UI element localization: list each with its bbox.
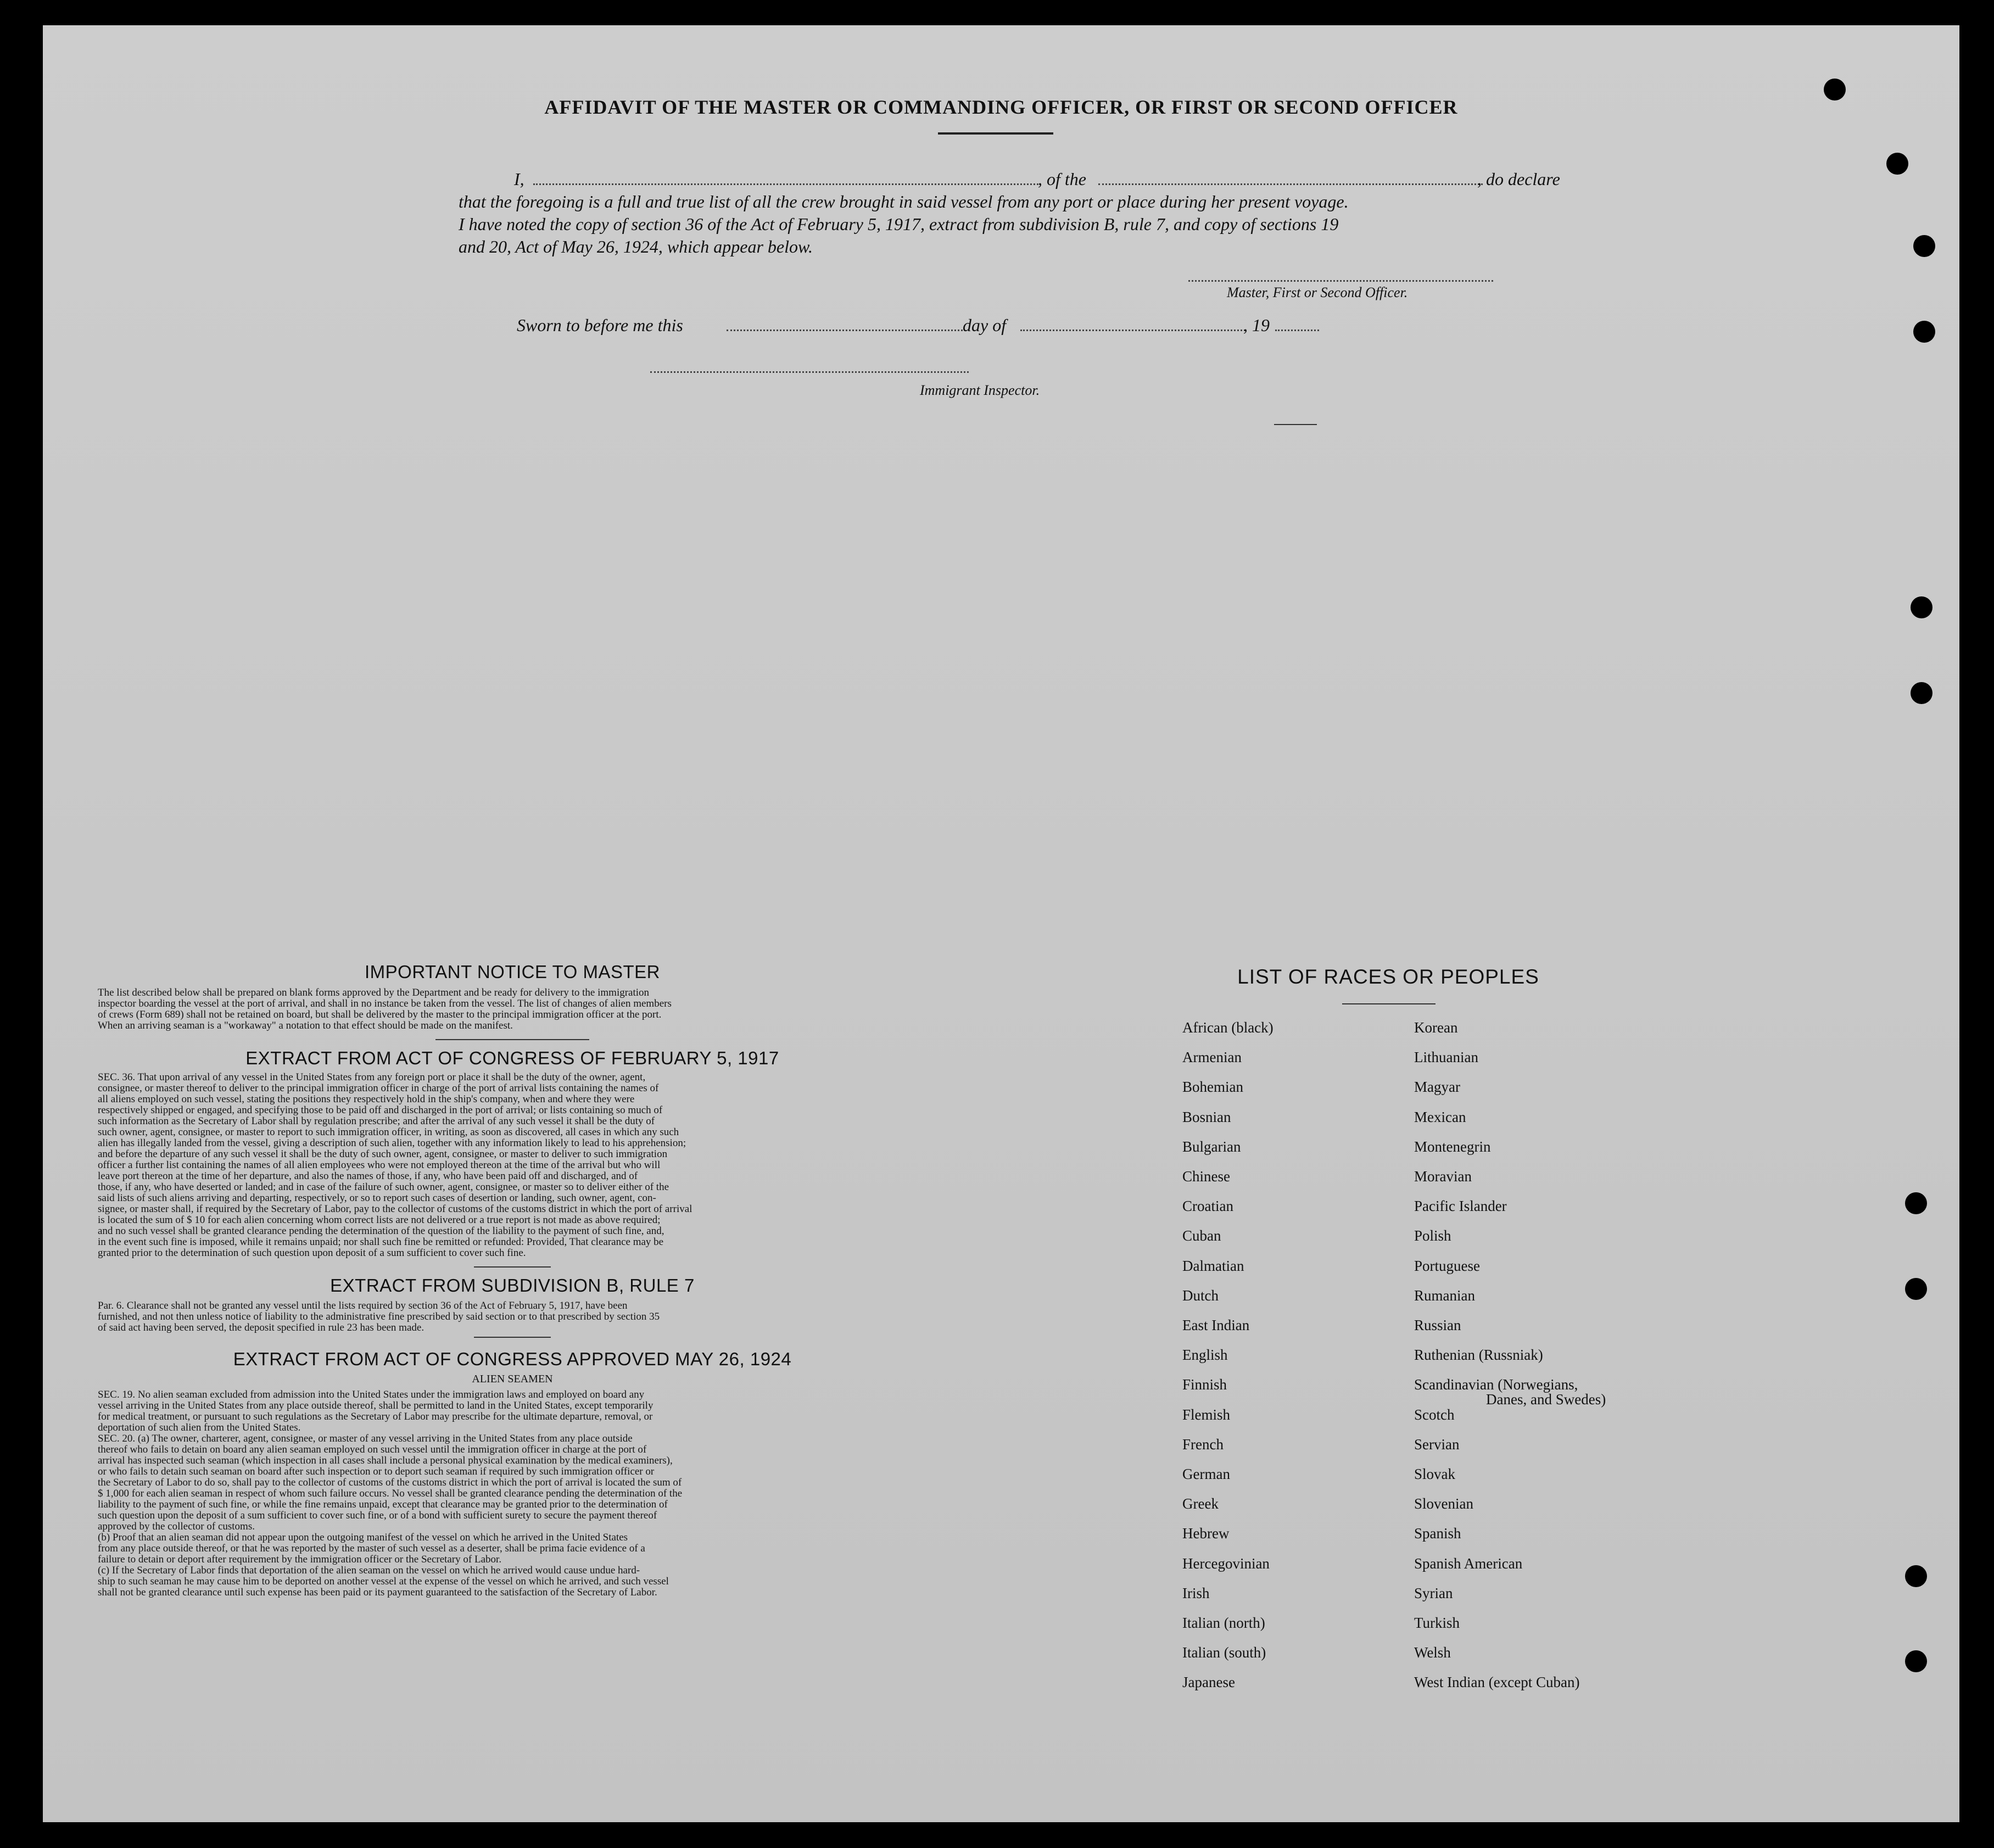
alien-seamen-subheading: ALIEN SEAMEN (472, 1373, 553, 1385)
extract-line: is located the sum of $ 10 for each alien concerning whom correct lists are not delivered or a true report is not made as above required; (98, 1214, 661, 1226)
extract-line: (c) If the Secretary of Labor finds that deportation of the alien seaman on the vessel on which he arrived would cause undue hard- (98, 1565, 640, 1576)
race-item: Turkish (1414, 1615, 1460, 1631)
race-continuation: Danes, and Swedes) (1486, 1391, 1606, 1408)
race-item: Servian (1414, 1436, 1460, 1453)
notice-line: inspector boarding the vessel at the port of arrival, and shall in no instance be taken from the vessel. The list of changes of alien members (98, 998, 672, 1009)
extract-line: those, if any, who have deserted or landed; and in case of the failure of such owner, agent, consignee, or master so to deliver either of the (98, 1181, 669, 1193)
title-rule (938, 132, 1053, 135)
affidavit-of-the: , of the (1038, 169, 1086, 189)
binder-hole (1911, 682, 1932, 704)
separator-mark (1274, 424, 1317, 425)
race-item: Chinese (1182, 1168, 1230, 1185)
year-blank[interactable] (1275, 330, 1319, 331)
affidavit-i: I, (514, 169, 524, 189)
race-item: Ruthenian (Russniak) (1414, 1347, 1543, 1364)
race-item: Moravian (1414, 1168, 1472, 1185)
extract-line: all aliens employed on such vessel, stating the positions they respectively hold in the ship's company, when and where they were (98, 1093, 635, 1105)
race-item: Bosnian (1182, 1108, 1231, 1125)
race-item: Polish (1414, 1227, 1451, 1244)
day-of-label: day of (963, 315, 1007, 335)
extract-line: the Secretary of Labor to do so, shall pay to the collector of customs of the customs district in which the port of arrival is located the sum of (98, 1477, 682, 1488)
race-item: Bulgarian (1182, 1138, 1241, 1155)
race-item: Italian (south) (1182, 1644, 1266, 1661)
race-item: Lithuanian (1414, 1049, 1478, 1066)
section-rule (435, 1039, 589, 1040)
extract-line: respectively shipped or engaged, and specifying those to be paid off and discharged in the port of arrival; or lists containing so much of (98, 1104, 663, 1116)
extract-line: arrival has inspected such seaman (which inspection in all cases shall include a personal physical examination by the medical examiners), (98, 1455, 673, 1466)
race-item: French (1182, 1436, 1224, 1453)
extract-line: and before the departure of any such vessel it shall be the duty of such owner, agent, consignee, or master to deliver to such immigration (98, 1148, 668, 1160)
binder-hole (1913, 235, 1935, 257)
race-item: Montenegrin (1414, 1138, 1491, 1155)
binder-hole (1886, 153, 1908, 175)
race-item: Greek (1182, 1495, 1219, 1512)
binder-hole (1905, 1565, 1927, 1587)
inspector-blank[interactable] (650, 371, 969, 373)
race-item: Korean (1414, 1019, 1458, 1036)
extract-line: and no such vessel shall be granted clearance pending the determination of the question of the liability to the payment of such fine, and, (98, 1225, 664, 1237)
notice-line: of crews (Form 689) shall not be retained on board, but shall be delivered by the master to the principal immigration officer at the port. (98, 1009, 662, 1020)
affidavit-title: AFFIDAVIT OF THE MASTER OR COMMANDING OFFICER, OR FIRST OR SECOND OFFICER (544, 96, 1458, 118)
extract-line: SEC. 20. (a) The owner, charterer, agent, consignee, or master of any vessel arriving in the United States from any place outside (98, 1433, 633, 1444)
binder-hole (1905, 1278, 1927, 1300)
affidavit-line4: and 20, Act of May 26, 1924, which appear below. (459, 237, 813, 256)
race-item: Hercegovinian (1182, 1555, 1270, 1572)
rule7-line: Par. 6. Clearance shall not be granted any vessel until the lists required by section 36 of the Act of February 5, 1917, have been (98, 1300, 628, 1311)
extract-line: or who fails to detain such seaman on board after such inspection or to deport such seaman if required by such immigration officer or (98, 1466, 655, 1477)
race-item: Bohemian (1182, 1079, 1243, 1096)
race-item: Pacific Islander (1414, 1198, 1507, 1215)
rule7-text (98, 1300, 927, 1333)
year-prefix: , 19 (1243, 315, 1270, 335)
signature-label: Master, First or Second Officer. (1227, 284, 1408, 300)
name-blank[interactable] (533, 183, 1038, 185)
race-item: African (black) (1182, 1019, 1274, 1036)
vessel-blank[interactable] (1098, 183, 1483, 185)
extract-line: failure to detain or deport after requirement by the immigration officer or the Secretary of Labor. (98, 1554, 502, 1565)
race-item: Armenian (1182, 1049, 1242, 1066)
extract-line: said lists of such aliens arriving and departing, respectively, or so to report such cases of desertion or landing, such owner, agent, con- (98, 1192, 656, 1204)
affidavit-line3: I have noted the copy of section 36 of the Act of February 5, 1917, extract from subdivision B, rule 7, and copy of sections 19 (459, 214, 1339, 234)
rule7-line: of said act having been served, the deposit specified in rule 23 has been made. (98, 1322, 425, 1333)
inspector-label: Immigrant Inspector. (920, 382, 1040, 398)
binder-hole (1905, 1650, 1927, 1672)
race-item: Slovenian (1414, 1495, 1473, 1512)
races-heading: LIST OF RACES OR PEOPLES (1237, 965, 1539, 988)
race-item: Spanish American (1414, 1555, 1523, 1572)
extract-line: such owner, agent, consignee, or master to report to such immigration officer, in writing, as soon as discovered, all cases in which any such (98, 1126, 679, 1138)
race-item: German (1182, 1466, 1230, 1482)
race-item: Hebrew (1182, 1525, 1230, 1542)
race-item: Croatian (1182, 1198, 1233, 1215)
extract-line: deportation of such alien from the United States. (98, 1422, 301, 1433)
section-rule (474, 1337, 551, 1338)
race-item: Dutch (1182, 1287, 1219, 1304)
extract-line: approved by the collector of customs. (98, 1521, 255, 1532)
extract-1917-heading: EXTRACT FROM ACT OF CONGRESS OF FEBRUARY 5, 1917 (245, 1048, 779, 1068)
extract-1917-text (98, 1072, 927, 1259)
race-item: Russian (1414, 1317, 1461, 1333)
race-item: West Indian (except Cuban) (1414, 1674, 1580, 1691)
race-item: Finnish (1182, 1376, 1227, 1393)
extract-line: shall not be granted clearance until such expense has been paid or its payment guaranteed to the satisfaction of the Secretary of Labor. (98, 1587, 657, 1598)
race-item: Italian (north) (1182, 1615, 1265, 1631)
extract-line: such information as the Secretary of Labor shall by regulation prescribe; and after the arrival of any such vessel it shall be the duty of (98, 1115, 655, 1127)
sworn-prefix: Sworn to before me this (517, 315, 683, 335)
race-item: Scandinavian (Norwegians, (1414, 1376, 1578, 1393)
extract-line: such question upon the deposit of a sum sufficient to cover such fine, or of a bond with sufficient surety to secure the payment thereof (98, 1510, 657, 1521)
extract-line: granted prior to the determination of such question upon deposit of a sum sufficient to cover such fine. (98, 1247, 526, 1259)
extract-line: consignee, or master thereof to deliver to the principal immigration officer in charge of the port of arrival lists containing the names of (98, 1082, 659, 1094)
race-item: Slovak (1414, 1466, 1456, 1482)
race-item: Cuban (1182, 1227, 1221, 1244)
extract-line: thereof who fails to detain on board any alien seaman employed on such vessel until the immigration officer in charge at the port of (98, 1444, 647, 1455)
extract-line: for medical treatment, or pursuant to such regulations as the Secretary of Labor may prescribe for the ultimate departure, removal, or (98, 1411, 653, 1422)
race-item: Dalmatian (1182, 1257, 1244, 1274)
races-rule (1342, 1003, 1436, 1004)
extract-line: in the event such fine is imposed, while it remains unpaid; nor shall such fine be remitted or refunded: Provided, That clearance may be (98, 1236, 664, 1248)
race-item: Japanese (1182, 1674, 1235, 1691)
race-item: Flemish (1182, 1406, 1231, 1423)
affidavit-declare: , do declare (1477, 169, 1560, 189)
extract-line: SEC. 19. No alien seaman excluded from admission into the United States under the immigration laws and employed on board any (98, 1389, 645, 1400)
notice-heading: IMPORTANT NOTICE TO MASTER (364, 962, 660, 982)
affidavit-line2: that the foregoing is a full and true list of all the crew brought in said vessel from any port or place during her present voyage. (459, 192, 1349, 211)
day-blank[interactable] (727, 330, 963, 331)
rule7-line: furnished, and not then unless notice of liability to the administrative fine prescribed by said section or to that prescribed by section 35 (98, 1311, 660, 1322)
month-blank[interactable] (1020, 330, 1245, 331)
extract-line: $ 1,000 for each alien seaman in respect of whom such failure occurs. No vessel shall be granted clearance pending the determination of the (98, 1488, 683, 1499)
binder-hole (1824, 79, 1846, 101)
extract-1924-heading: EXTRACT FROM ACT OF CONGRESS APPROVED MAY 26, 1924 (233, 1349, 792, 1369)
document-page (43, 25, 1959, 1822)
race-item: East Indian (1182, 1317, 1250, 1333)
notice-line: When an arriving seaman is a "workaway" a notation to that effect should be made on the manifest. (98, 1020, 513, 1031)
rule7-heading: EXTRACT FROM SUBDIVISION B, RULE 7 (330, 1275, 695, 1296)
extract-line: (b) Proof that an alien seaman did not appear upon the outgoing manifest of the vessel on which he arrived in the United States (98, 1532, 628, 1543)
race-item: English (1182, 1347, 1228, 1364)
extract-line: signee, or master shall, if required by the Secretary of Labor, pay to the collector of customs of the customs district in which the port of arrival (98, 1203, 692, 1215)
extract-line: leave port thereon at the time of her departure, and also the names of those, if any, who have been paid off and discharged, and of (98, 1170, 638, 1182)
extract-line: alien has illegally landed from the vessel, giving a description of such alien, together with any information likely to lead to his apprehension; (98, 1137, 686, 1149)
extract-line: from any place outside thereof, or that he was reported by the master of such vessel as a deserter, shall be prima facie evidence of a (98, 1543, 645, 1554)
extract-line: liability to the payment of such fine, or while the fine remains unpaid, except that clearance may be granted prior to the determination of (98, 1499, 668, 1510)
extract-line: officer a further list containing the names of all alien employees who were not employed thereon at the time of the arrival but who will (98, 1159, 661, 1171)
race-item: Irish (1182, 1584, 1210, 1601)
race-item: Portuguese (1414, 1257, 1480, 1274)
race-item: Syrian (1414, 1584, 1453, 1601)
section-rule (474, 1266, 551, 1268)
extract-1924-text (98, 1389, 927, 1598)
binder-hole (1913, 321, 1935, 343)
signature-blank[interactable] (1188, 280, 1493, 282)
extract-line: SEC. 36. That upon arrival of any vessel in the United States from any foreign port or place it shall be the duty of the owner, agent, (98, 1071, 646, 1083)
extract-line: vessel arriving in the United States from any place outside thereof, shall be permitted to land in the United States, except temporarily (98, 1400, 654, 1411)
race-item: Spanish (1414, 1525, 1461, 1542)
binder-hole (1905, 1192, 1927, 1214)
race-item: Mexican (1414, 1108, 1466, 1125)
race-item: Welsh (1414, 1644, 1451, 1661)
extract-line: ship to such seaman he may cause him to be deported on another vessel at the expense of the vessel on which he arrived, and such vessel (98, 1576, 669, 1587)
binder-hole (1911, 596, 1932, 618)
race-item: Rumanian (1414, 1287, 1475, 1304)
notice-line: The list described below shall be prepared on blank forms approved by the Department and be ready for delivery to the immigration (98, 987, 650, 998)
race-item: Magyar (1414, 1079, 1460, 1096)
race-item: Scotch (1414, 1406, 1455, 1423)
notice-paragraph (98, 987, 927, 1031)
